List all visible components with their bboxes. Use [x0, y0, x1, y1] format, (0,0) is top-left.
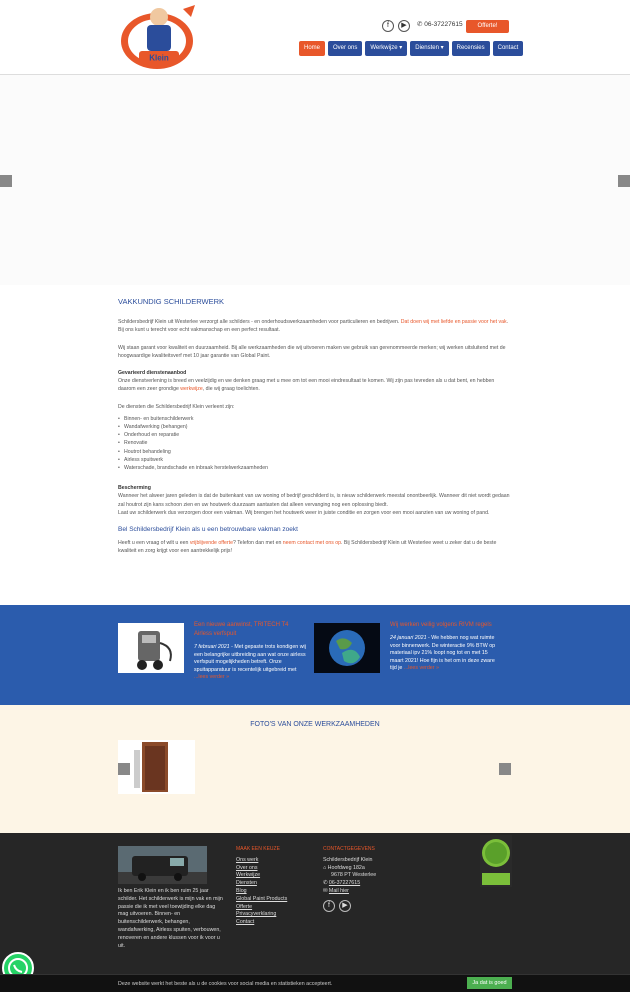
footer-phone[interactable]	[323, 880, 423, 888]
blog-post-date: 7 februari 2021	[194, 644, 230, 650]
quality-paragraph: Wij staan garant voor kwaliteit en duurzaamheid. Bij alle werkzaamheden die wij uitvoeren maken we gebruik van gerenommeerde merken; wij werken uitsluitend met de hoogwaardige kwaliteitsverf met 10 jaar garantie van Global Paint.	[118, 344, 506, 359]
youtube-icon[interactable]: ▶	[398, 20, 410, 32]
call-text-b: ? Telefon dan met en	[232, 540, 283, 547]
blog-post-excerpt: - Met gepaste trots kondigen wij een belangrijke uitbreiding aan wat onze airless verfspuit mogelijkheden betreft. Onze spuitapparatuur is recentelijk uitgebreid met	[194, 644, 306, 673]
footer-link-blog[interactable]: Blog	[236, 887, 247, 894]
blog-post-date: 24 januari 2021	[390, 635, 427, 641]
footer-link-ons-werk[interactable]: Ons werk	[236, 856, 259, 863]
keurmerk-badge[interactable]	[480, 835, 512, 887]
hero-slider	[0, 75, 630, 285]
phone-icon: ✆	[417, 21, 423, 28]
offerte-button[interactable]: Offerte!	[466, 20, 509, 33]
logo-text: Klein	[149, 53, 169, 63]
header-phone-number: 06-37227615	[424, 21, 463, 28]
call-paragraph	[118, 539, 512, 555]
nav-diensten[interactable]: Diensten ▾	[410, 41, 448, 56]
footer-link-offerte[interactable]: Offerte	[236, 903, 253, 910]
services-text-b: , die wij graag toelichten.	[202, 386, 260, 393]
footer-links-title: MAAK EEN KEUZE	[236, 846, 280, 852]
blog-post-text	[194, 621, 306, 682]
blog-strip	[0, 605, 630, 705]
protection-subheading: Bescherming	[118, 485, 151, 492]
slider-prev-button[interactable]	[0, 175, 12, 187]
footer-city: 9678 PT Westerlee	[331, 872, 377, 879]
main-nav	[299, 41, 523, 56]
header-social-links	[382, 20, 410, 32]
intro-paragraph	[118, 318, 512, 334]
protection-paragraph-2: Laat uw schilderwerk dus verzorgen door een vakman. Wij brengen het houtwerk weer in juiste conditie en zorgen voor een mooi aanzien van uw woning of pand.	[118, 509, 490, 516]
services-intro: De diensten die Schildersbedrijf Klein verleent zijn:	[118, 403, 235, 410]
phone-icon: ✆	[323, 880, 329, 887]
footer-link-privacy[interactable]: Privacyverklaring	[236, 911, 277, 918]
main-content	[118, 298, 512, 565]
mail-icon: ✉	[323, 887, 329, 894]
page-title: VAKKUNDIG SCHILDERWERK	[118, 297, 224, 306]
slider-next-button[interactable]	[618, 175, 630, 187]
photos-section	[0, 705, 630, 833]
gallery-prev-button[interactable]	[118, 763, 130, 775]
footer-link-contact[interactable]: Contact	[236, 919, 255, 926]
list-item: • Onderhoud en reparatie	[118, 431, 512, 439]
footer-email[interactable]	[323, 888, 423, 896]
footer-link-werkwijze[interactable]: Werkwijze	[236, 872, 261, 879]
footer-link-diensten[interactable]: Diensten	[236, 880, 257, 887]
call-heading: Bel Schildersbedrijf Klein als u een betrouwbare vakman zoekt	[118, 526, 298, 534]
van-photo	[118, 846, 207, 884]
protection-text: Wanneer het alweer jaren geleden is dat de buitenkant van uw woning of bedrijf geschilderd is, is nieuw schilderwerk meestal onontbeerlijk. Wanneer dit niet wordt gedaan zal houtrot zijn kans schoon zien en uw houtwerk duurzaam aantasten dat alleen vervanging nog een oplossing biedt.	[118, 493, 510, 508]
facebook-icon[interactable]: f	[323, 900, 335, 912]
footer-link-over-ons[interactable]: Over ons	[236, 864, 258, 871]
list-item: • Houtrot behandeling	[118, 448, 512, 456]
blog-post-text	[390, 621, 502, 673]
read-more-link[interactable]: ...lees verder »	[194, 674, 230, 681]
nav-werkwijze[interactable]: Werkwijze ▾	[365, 41, 407, 56]
cookie-text: Deze website werkt het beste als u de cookies voor social media en statistieken accepteert.	[118, 981, 333, 987]
blog-post-title[interactable]: Een nieuwe aanwinst, TRITECH T4 Airless verfspuit	[194, 622, 289, 637]
list-item: • Renovatie	[118, 439, 512, 447]
facebook-icon[interactable]: f	[382, 20, 394, 32]
footer-address-text: Hoofdweg 182a	[327, 864, 365, 871]
nav-contact[interactable]: Contact	[493, 41, 524, 56]
footer-email-link[interactable]: Mail hier	[328, 887, 349, 894]
nav-recensies[interactable]: Recensies	[452, 41, 490, 56]
footer-address	[323, 865, 423, 873]
services-text-a: Onze dienstverlening is breed en veelzijdig en we denken graag met u mee om tot een mooi eindresultaat te komen. Wij zijn pas tevreden als u dat bent, en hebben daarom een zeer grondige	[118, 378, 495, 393]
footer-company: Schildersbedrijf Klein	[323, 856, 373, 863]
footer-phone-link[interactable]: 06-37227615	[328, 880, 361, 887]
werkwijze-link[interactable]: werkwijze	[180, 386, 203, 393]
gallery-next-button[interactable]	[499, 763, 511, 775]
footer-about: Ik ben Erik Klein en ik ben ruim 25 jaar schilder. Het schilderwerk is mijn vak en mijn passie die ik met veel toewijding elke dag mag uitvoeren. Binnen- en buitenschilderwerk, behangen, wandafwerking, Airless spuiten, verbouwen, renoveren en andere klussen voor ik voor u uit.	[118, 888, 223, 949]
intro-text-a: Schildersbedrijf Klein uit Westerlee verzorgt alle schilders - en onderhoudswerkzaamheden voor particulieren en bedrijven.	[118, 319, 401, 326]
list-item: • Wandafwerking (behangen)	[118, 423, 512, 431]
intro-text-b: . Bij ons kunt u terecht voor echt vakmanschap en een perfect resultaat.	[118, 319, 509, 334]
passion-link[interactable]: Dat doen wij met liefde en passie voor het vak	[400, 319, 507, 326]
list-item: • Binnen- en buitenschilderwerk	[118, 415, 512, 423]
call-text-a: Heeft u een vraag of wilt u een	[118, 540, 190, 547]
call-text-c: . Bij Schildersbedrijf Klein uit Westerlee weet u zeker dat u de beste kwaliteit en zorg krijgt voor een aantrekkelijk prijs!	[118, 540, 497, 555]
offerte-link[interactable]: vrijblijvende offerte	[189, 540, 233, 547]
company-logo[interactable]	[117, 3, 201, 71]
nav-home[interactable]: Home	[299, 41, 325, 56]
globe-image[interactable]	[314, 623, 380, 673]
cookie-accept-button[interactable]: Ja dat is goed	[467, 977, 512, 989]
footer-contact-title: CONTACTGEGEVENS	[323, 846, 375, 852]
site-header	[0, 0, 630, 75]
services-paragraph	[118, 377, 512, 393]
services-list	[118, 415, 512, 472]
nav-over-ons[interactable]: Over ons	[328, 41, 362, 56]
site-footer	[0, 833, 630, 992]
services-subheading: Gevarieerd dienstenaanbod	[118, 370, 187, 377]
blog-post-excerpt: - We hebben nog wat ruimte voor binnenwerk. De winteractie 9% BTW op materiaal ipv 21% loopt nog tot en met 15 maart 2021! Hoe fijn is het om in deze zware tijd je	[390, 635, 496, 672]
header-phone[interactable]	[417, 20, 463, 28]
home-icon: ⌂	[323, 864, 328, 871]
read-more-link[interactable]: ...lees verder »	[403, 665, 439, 672]
list-item: • Airless spuitwerk	[118, 456, 512, 464]
protection-paragraph	[118, 492, 512, 508]
blog-post-title[interactable]: Wij werken veilig volgens RIVM regels	[390, 622, 492, 628]
photos-title: FOTO'S VAN ONZE WERKZAAMHEDEN	[250, 721, 380, 728]
footer-link-global-paint[interactable]: Global Paint Products	[236, 895, 288, 902]
cookie-bar	[0, 974, 630, 992]
contact-link[interactable]: neem contact met ons op	[282, 540, 342, 547]
youtube-icon[interactable]: ▶	[339, 900, 351, 912]
footer-links	[236, 846, 316, 927]
list-item: • Waterschade, brandschade en inbraak herstelwerkzaamheden	[118, 464, 512, 472]
footer-social	[323, 900, 423, 912]
footer-contact	[323, 846, 423, 912]
sprayer-image[interactable]	[118, 623, 184, 673]
